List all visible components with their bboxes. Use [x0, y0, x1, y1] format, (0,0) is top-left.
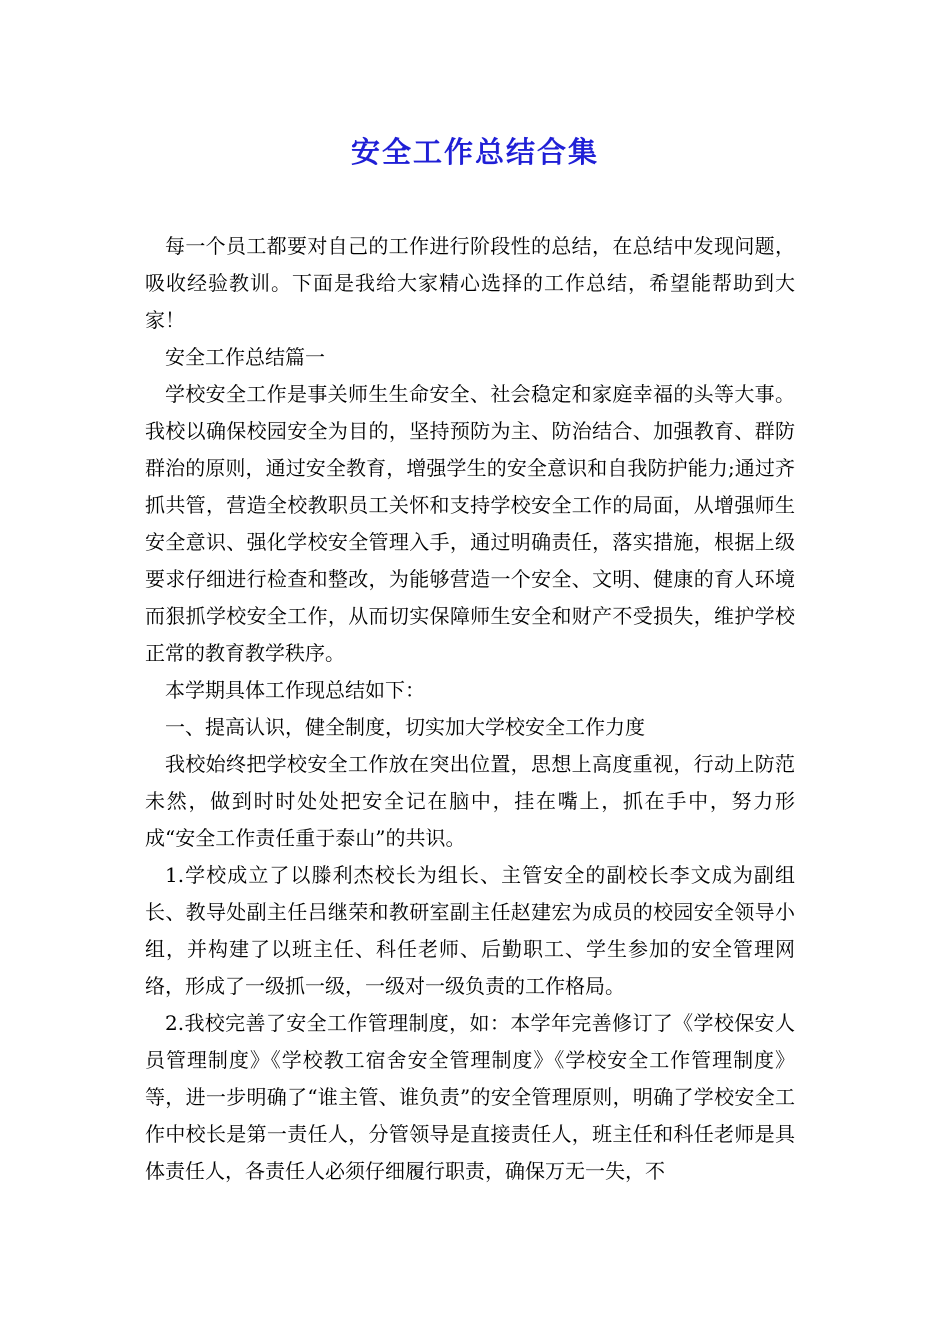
- document-title: 安全工作总结合集: [350, 135, 599, 169]
- section-heading-part-one: 安全工作总结篇一: [165, 345, 325, 369]
- section-heading-one: 一、提高认识，健全制度，切实加大学校安全工作力度: [165, 715, 645, 739]
- document-body: [145, 228, 795, 1190]
- paragraph-overview: 学校安全工作是事关师生生命安全、社会稳定和家庭幸福的头等大事。我校以确保校园安全为目的，坚持预防为主、防治结合、加强教育、群防群治的原则，通过安全教育，增强学生的安全意识和自我防护能力;通过齐抓共管，营造全校教职员工关怀和支持学校安全工作的局面，从增强师生安全意识、强化学校安全管理入手，通过明确责任，落实措施，根据上级要求仔细进行检查和整改，为能够营造一个安全、文明、健康的育人环境而狠抓学校安全工作，从而切实保障师生安全和财产不受损失，维护学校正常的教育教学秩序。: [145, 382, 795, 665]
- paragraph-intro: 每一个员工都要对自己的工作进行阶段性的总结，在总结中发现问题，吸收经验教训。下面是我给大家精心选择的工作总结，希望能帮助到大家！: [145, 234, 795, 332]
- list-item-2: 2.我校完善了安全工作管理制度，如：本学年完善修订了《学校保安人员管理制度》《学校教工宿舍安全管理制度》《学校安全工作管理制度》等，进一步明确了“谁主管、谁负责”的安全管理原则，明确了学校安全工作中校长是第一责任人，分管领导是直接责任人，班主任和科任老师是具体责任人，各责任人必须仔细履行职责，确保万无一失，不: [145, 1011, 795, 1183]
- list-item-1: 1.学校成立了以滕利杰校长为组长、主管安全的副校长李文成为副组长、教导处副主任吕继荣和教研室副主任赵建宏为成员的校园安全领导小组，并构建了以班主任、科任老师、后勤职工、学生参加的安全管理网络，形成了一级抓一级，一级对一级负责的工作格局。: [145, 863, 795, 998]
- paragraph-summary-lead: 本学期具体工作现总结如下：: [165, 678, 425, 702]
- paragraph-awareness: 我校始终把学校安全工作放在突出位置，思想上高度重视，行动上防范未然，做到时时处处把安全记在脑中，挂在嘴上，抓在手中，努力形成“安全工作责任重于泰山”的共识。: [145, 752, 795, 850]
